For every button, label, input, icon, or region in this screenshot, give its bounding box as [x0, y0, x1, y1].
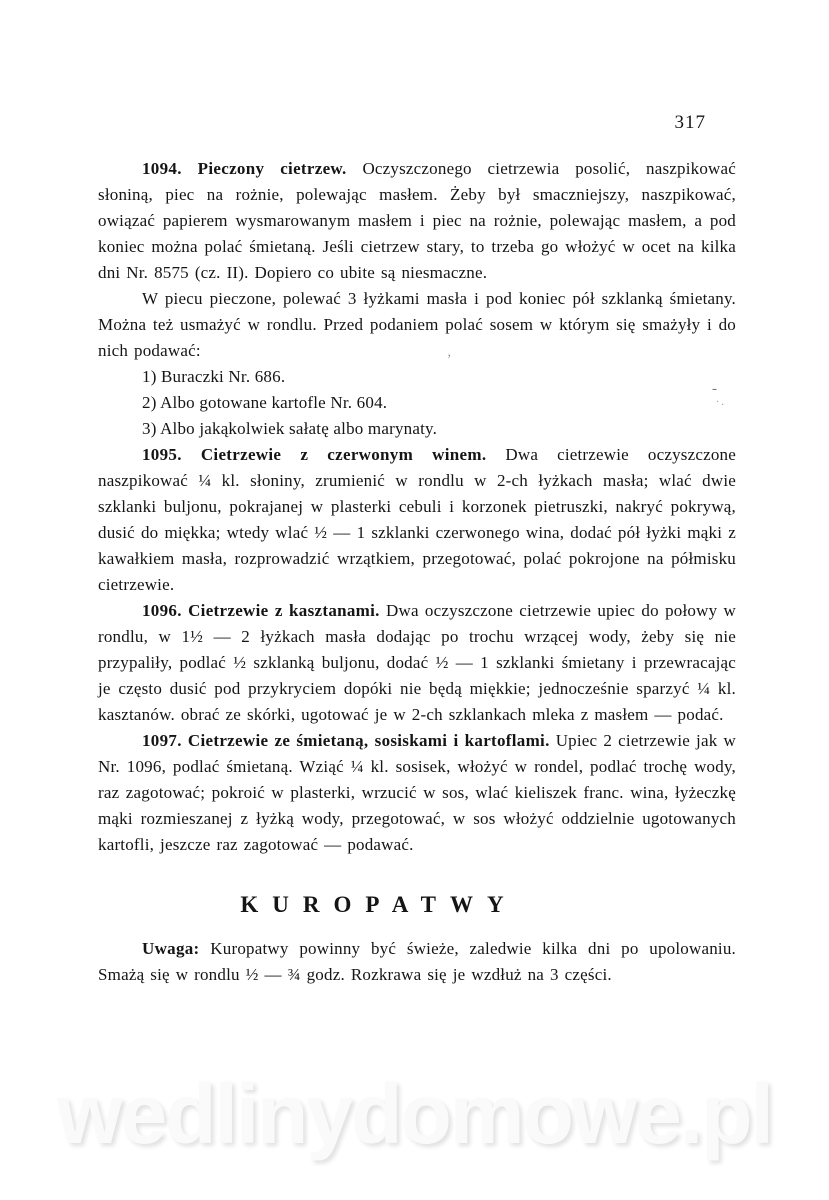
- recipe-1097-paragraph: [98, 728, 736, 858]
- recipe-1097-title: 1097. Cietrzewie ze śmietaną, sosiskami i kartoflami.: [142, 731, 550, 750]
- serving-list-item-3: 3) Albo jakąkolwiek sałatę albo marynaty.: [142, 419, 438, 438]
- serving-suggestions-list: [98, 364, 736, 442]
- recipe-1096-body: Dwa oczyszczone cietrzewie upiec do połowy w rondlu, w 1½ — 2 łyżkach masła dodając po trochu wrzącej wody, żeby się nie przypaliły, podlać ½ szklanką buljonu, dodać ½ — 1 szklanki śmietany i przewracając je często dusić pod przykryciem dopóki nie będą miękkie; jednocześnie sparzyć ¼ kl. kasztanów. obrać ze skórki, ugotować je w 2-ch szklankach mleka z masłem — podać.: [98, 601, 737, 724]
- scan-speck-2: -: [712, 381, 717, 397]
- watermark-wedlinydomowe: wedlinydomowe.pl: [57, 1067, 772, 1161]
- section-heading-kuropatwy: KUROPATWY: [240, 892, 518, 917]
- serving-list-item-2: 2) Albo gotowane kartofle Nr. 604.: [142, 393, 388, 412]
- recipe-1095-paragraph: [98, 442, 736, 598]
- note-body: Kuropatwy powinny być świeże, zaledwie kilka dni po upolowaniu. Smażą się w rondlu ½ — ¾ godz. Rozkrawa się je wzdłuż na 3 części.: [98, 939, 736, 984]
- recipe-1096-paragraph: [98, 598, 736, 728]
- recipe-1096-title: 1096. Cietrzewie z kasztanami.: [142, 601, 380, 620]
- page-number: 317: [674, 112, 706, 133]
- note-label: Uwaga:: [142, 939, 200, 958]
- kuropatwy-note-paragraph: [98, 936, 736, 988]
- serving-list-item-1: 1) Buraczki Nr. 686.: [142, 367, 286, 386]
- recipe-1094-paragraph: [98, 156, 736, 286]
- recipe-1095-title: 1095. Cietrzewie z czerwonym winem.: [142, 445, 487, 464]
- recipe-1095-body: Dwa cietrzewie oczyszczone naszpikować ¼ kl. słoniny, zrumienić w rondlu w 2-ch łyżkach masła; wlać dwie szklanki buljonu, pokrajanej w plasterki cebuli i korzonek pietruszki, nakryć pokrywą, dusić do miękka; wtedy wlać ½ — 1 szklanki czerwonego wina, dodać pół łyżki mąki z kawałkiem masła, rozprowadzić wrzątkiem, przegotować, polać pokrojone na półmisku cietrzewie.: [98, 445, 736, 594]
- recipe-1094-title: 1094. Pieczony cietrzew.: [142, 159, 347, 178]
- recipe-1094-body: Oczyszczonego cietrzewia posolić, naszpikować słoniną, piec na rożnie, polewając masłem. Żeby był smaczniejszy, naszpikować, owiązać papierem wysmarowanym masłem i piec na rożnie, polewając masłem, a pod koniec można polać śmietaną. Jeśli cietrzew stary, to trzeba go włożyć w ocet na kilka dni Nr. 8575 (cz. II). Dopiero co ubite są niesmaczne.: [98, 159, 736, 282]
- scan-speck-3: ·.: [716, 397, 726, 408]
- recipe-1094-paragraph-2: W piecu pieczone, polewać 3 łyżkami masła i pod koniec pół szklanką śmietany. Można też usmażyć w rondlu. Przed podaniem polać sosem w którym się smażyły i do nich podawać:: [98, 289, 736, 360]
- page-content: [98, 112, 736, 988]
- recipe-1097-body: Upiec 2 cietrzewie jak w Nr. 1096, podlać śmietaną. Wziąć ¼ kl. sosisek, włożyć w rondel, podlać trochę wody, raz zagotować; pokroić w plasterki, wrzucić w sos, wlać kieliszek franc. wina, łyżeczkę mąki rozmieszanej z łyżką wody, przegotować, w sos włożyć oddzielnie ugotowanych kartofli, jeszcze raz zagotować — podawać.: [98, 731, 736, 854]
- scan-speck-1: ’: [447, 351, 452, 366]
